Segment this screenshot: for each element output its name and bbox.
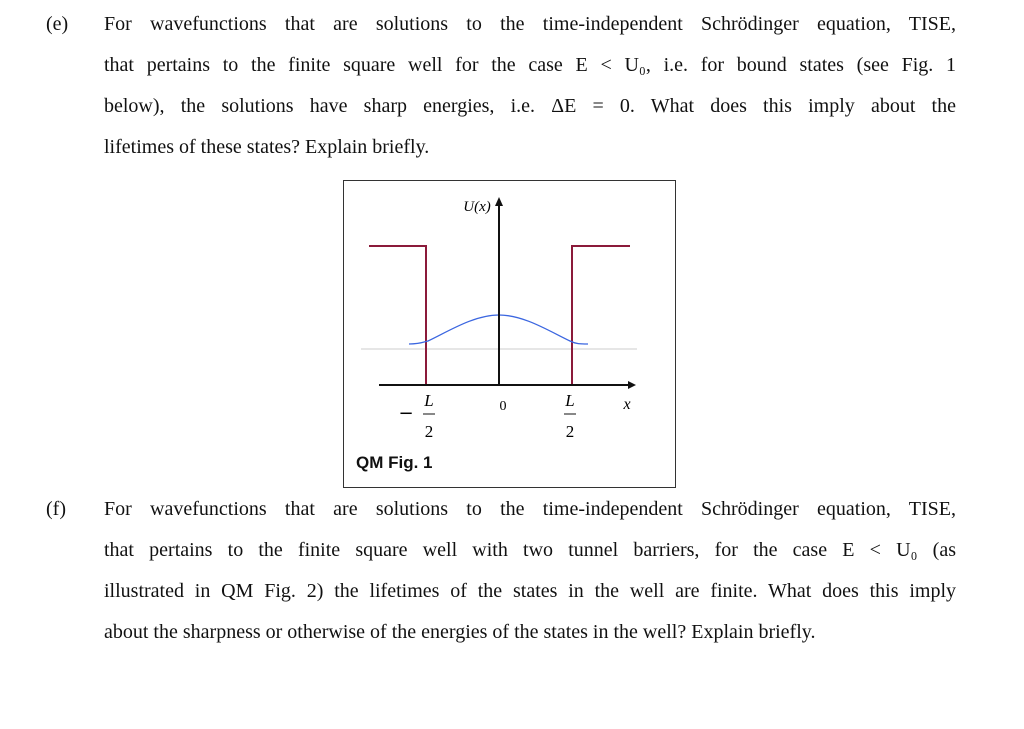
tick-right-numerator: L xyxy=(565,391,575,410)
finite-square-well-diagram xyxy=(344,181,677,489)
x-axis-arrow xyxy=(628,381,636,389)
tick-center: 0 xyxy=(499,399,507,414)
question-line: lifetimes of these states? Explain briefly. xyxy=(104,136,430,158)
figure-caption: QM Fig. 1 xyxy=(356,453,433,472)
question-line: about the sharpness or otherwise of the energies of the states in the well? Explain briefly. xyxy=(104,621,816,643)
qm-figure-1 xyxy=(343,180,676,488)
tick-left-denominator: 2 xyxy=(424,422,434,441)
question-label: (f) xyxy=(46,498,66,520)
question-text xyxy=(104,489,956,653)
tick-left-numerator: L xyxy=(424,391,434,410)
tick-right-denominator: 2 xyxy=(565,422,575,441)
question-label: (e) xyxy=(46,13,69,35)
y-axis-label: U(x) xyxy=(463,199,491,215)
question-text xyxy=(104,4,956,168)
question-line: illustrated in QM Fig. 2) the lifetimes of the states in the well are finite. What does this imply xyxy=(104,580,956,602)
question-line: that pertains to the finite square well for the case E < U₀, i.e. for bound states (see Fig. 1 xyxy=(104,54,956,76)
question-line: For wavefunctions that are solutions to the time-independent Schrödinger equation, TISE, xyxy=(104,498,956,520)
question-line: that pertains to the finite square well with two tunnel barriers, for the case E < U₀ (as xyxy=(104,539,956,561)
question-line: below), the solutions have sharp energies, i.e. ΔE = 0. What does this imply about the xyxy=(104,95,956,117)
y-axis-arrow xyxy=(495,197,503,206)
tick-left-sign: − xyxy=(398,403,414,424)
x-axis-label: x xyxy=(623,396,631,413)
question-line: For wavefunctions that are solutions to the time-independent Schrödinger equation, TISE, xyxy=(104,13,956,35)
